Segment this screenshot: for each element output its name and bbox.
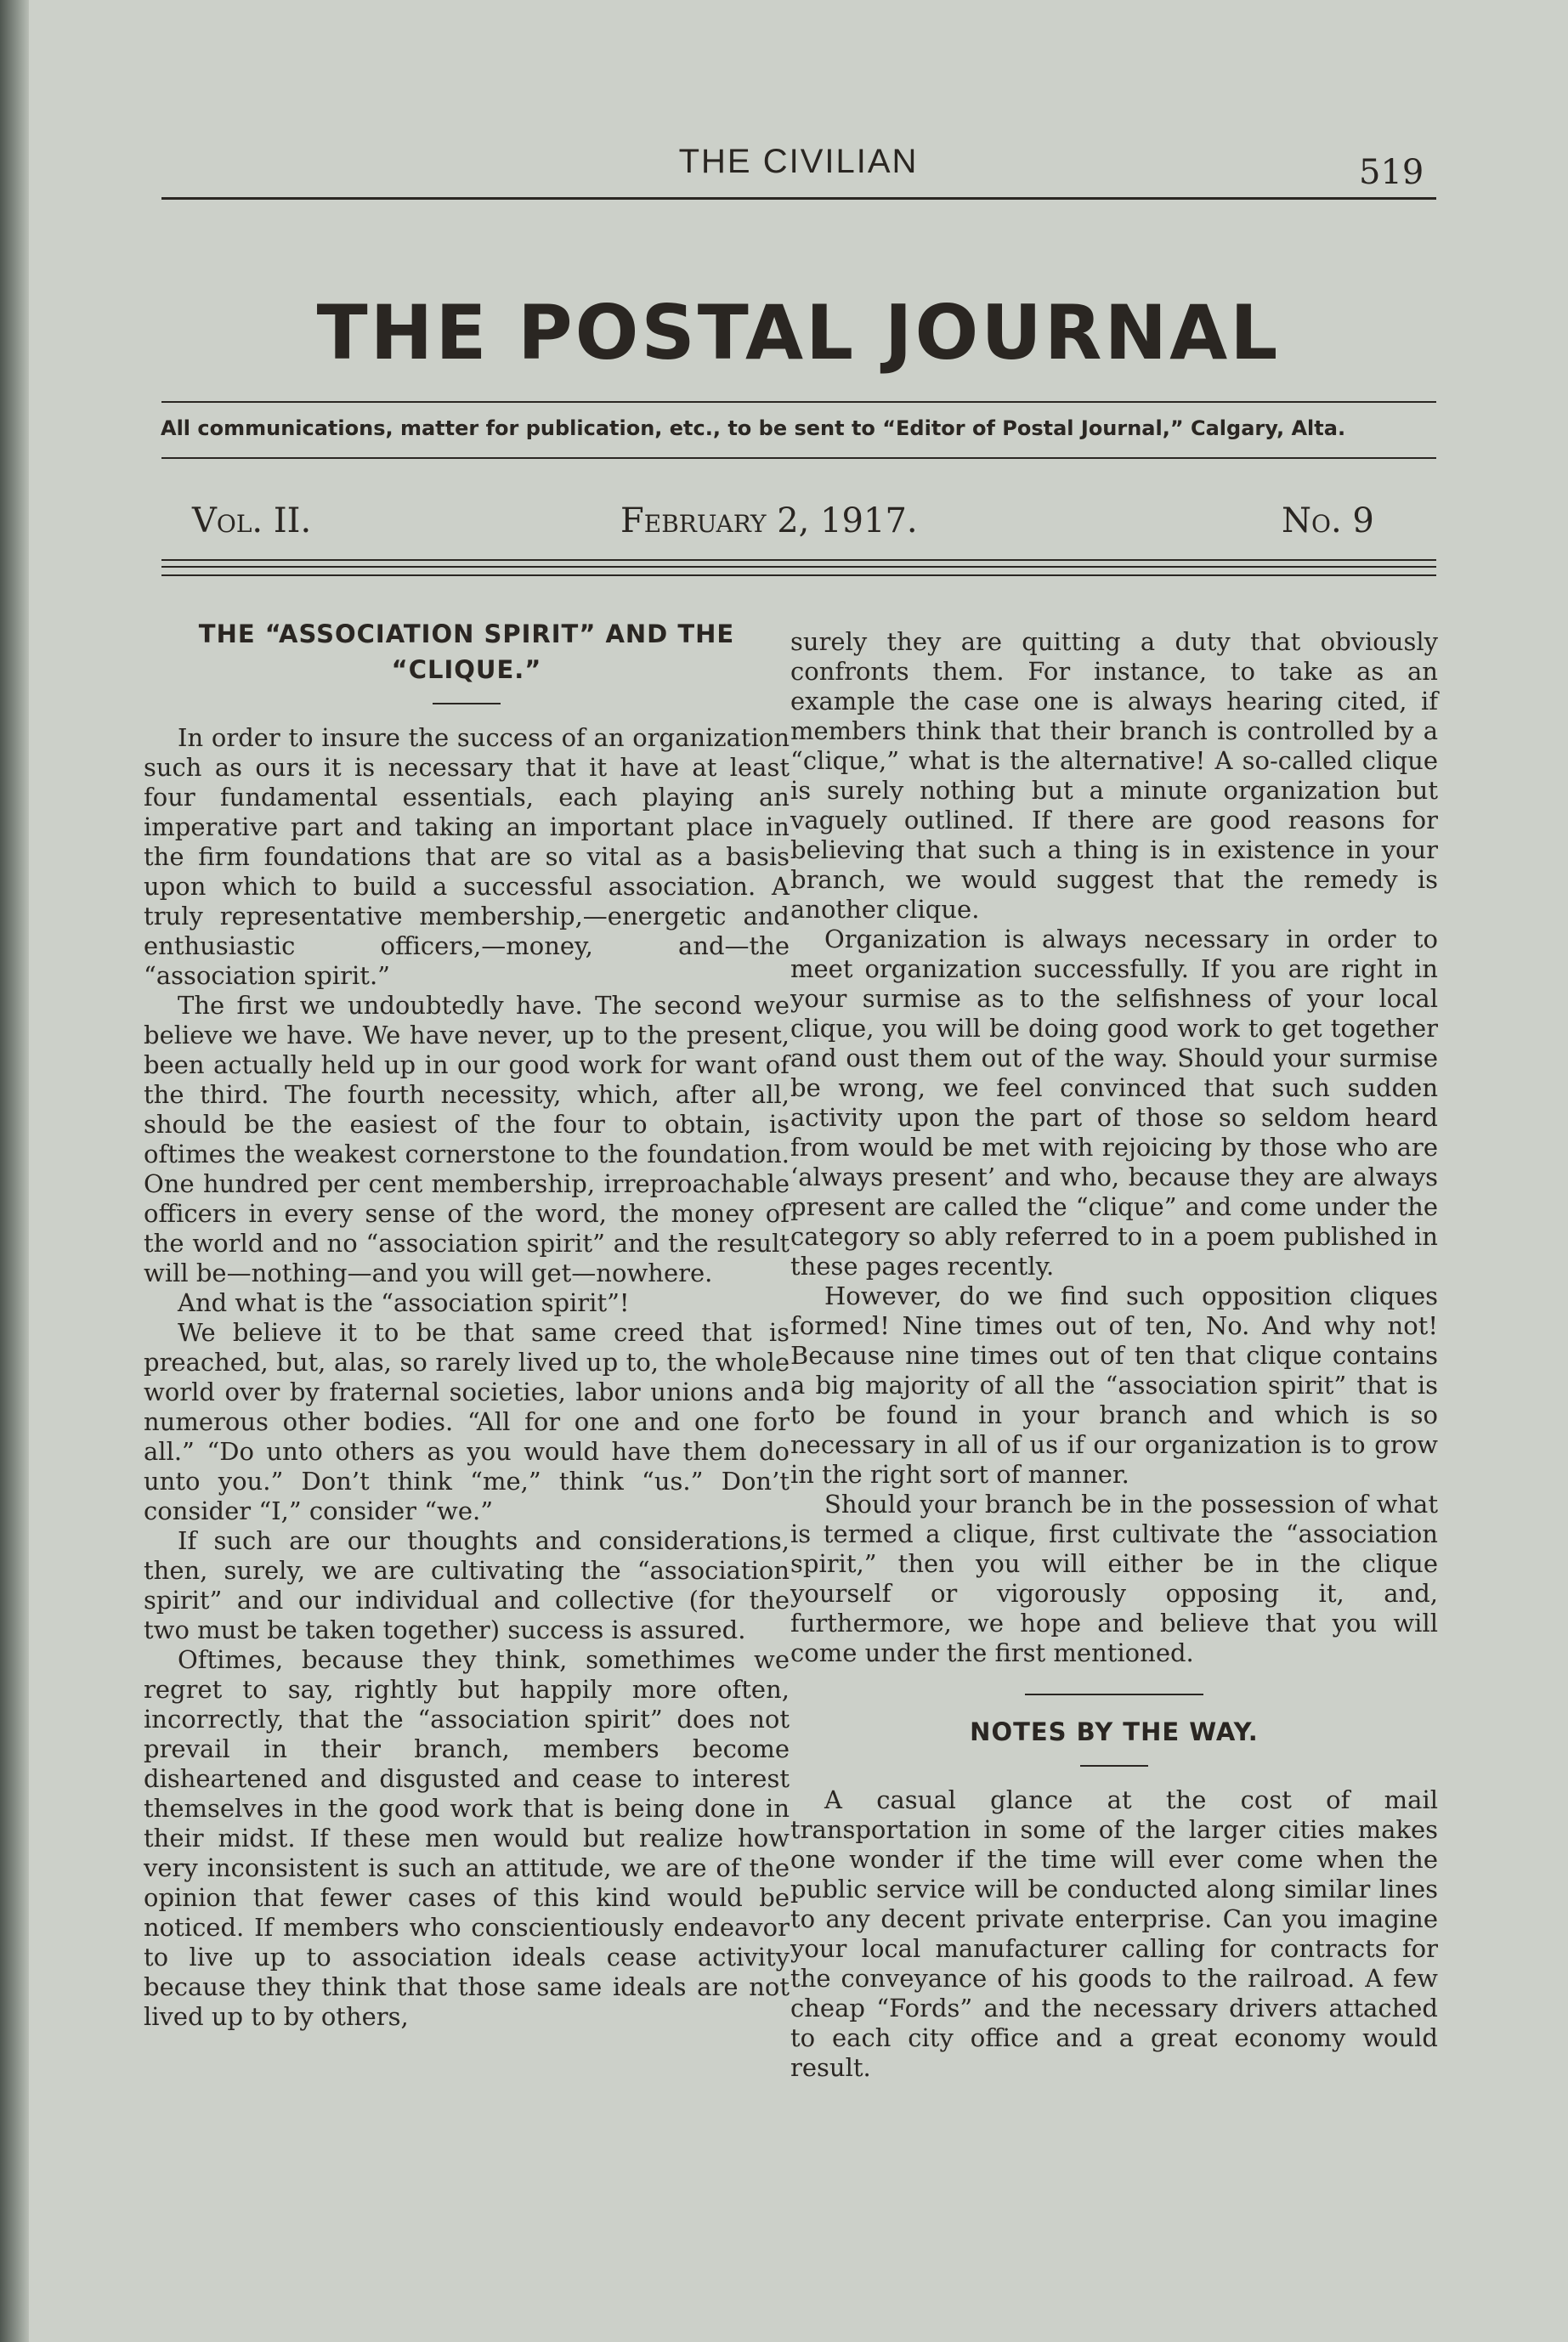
paragraph: The first we undoubtedly have. The second we believe we have. We have never, up to the present, been actually held up in our good work for want of the third. The fourth necessity, which, after all, should be the easiest of the four to obtain, is oftimes the weakest cornerstone to the foundation. One hundred per cent membership, irreproachable officers in every sense of the word, the money of the world and no “association spirit” and the result will be—nothing—and you will get—nowhere. (144, 991, 790, 1287)
article-title-association-spirit: THE “ASSOCIATION SPIRIT” AND THE “CLIQUE.” (198, 619, 735, 684)
issue-number: No. 9 (1282, 501, 1374, 540)
article-title-notes-by-the-way: NOTES BY THE WAY. (970, 1717, 1259, 1746)
issue-rule-1 (161, 559, 1436, 561)
masthead-title: THE POSTAL JOURNAL (316, 289, 1281, 376)
correspondence-notice: All communications, matter for publication, etc., to be sent to “Editor of Postal Journal,” Calgary, Alta. (161, 416, 1346, 440)
article-separator-rule (1025, 1694, 1203, 1695)
right-column (790, 627, 1438, 2083)
page-binding-shadow (0, 0, 29, 2342)
paragraph: Organization is always necessary in order to meet organization successfully. If you are right in your surmise as to the selfishness of your local clique, you will be doing good work to get together and oust them out of the way. Should your surmise be wrong, we feel convinced that such sudden activity upon the part of those so seldom heard from would be met with rejoicing by those who are ‘always present’ and who, because they are always present are called the “clique” and come under the category so ably referred to in a poem published in these pages recently. (790, 925, 1438, 1281)
running-head: THE CIVILIAN (678, 143, 919, 180)
left-column (144, 616, 790, 2032)
notice-rule-top (161, 401, 1436, 403)
issue-rule-3 (161, 574, 1436, 576)
page-number: 519 (1359, 153, 1424, 192)
title-rule (433, 703, 501, 704)
issue-date: February 2, 1917. (620, 501, 918, 540)
paragraph: We believe it to be that same creed that is preached, but, alas, so rarely lived up to, the whole world over by fraternal societies, labor unions and numerous other bodies. “All for one and one for all.” “Do unto others as you would have them do unto you.” Don’t think “me,” think “us.” Don’t consider “I,” consider “we.” (144, 1318, 790, 1525)
paragraph: In order to insure the success of an organization such as ours it is necessary that it have at least four fundamental essentials, each playing an imperative part and taking an important place in the firm foundations that are so vital as a basis upon which to build a successful association. A truly representative membership,—energetic and enthusiastic officers,—money, and—the “association spirit.” (144, 723, 790, 990)
header-rule (161, 197, 1436, 200)
volume-label: Vol. II. (192, 501, 312, 540)
notice-rule-bottom (161, 457, 1436, 459)
paragraph: And what is the “association spirit”! (178, 1288, 630, 1317)
paragraph: A casual glance at the cost of mail transportation in some of the larger cities makes one wonder if the time will ever come when the public service will be conducted along similar lines to any decent private enterprise. Can you imagine your local manufacturer calling for contracts for the conveyance of his goods to the railroad. A few cheap “Fords” and the necessary drivers attached to each city office and a great economy would result. (790, 1785, 1438, 2082)
issue-rule-2 (161, 566, 1436, 568)
paragraph-continued: surely they are quitting a duty that obviously confronts them. For instance, to take as an example the case one is always hearing cited, if members think that their branch is controlled by a “clique,” what is the alternative! A so-called clique is surely nothing but a minute organization but vaguely outlined. If there are good reasons for believing that such a thing is in existence in your branch, we would suggest that the remedy is another clique. (790, 627, 1438, 924)
journal-page (29, 0, 1568, 2342)
paragraph: Oftimes, because they think, somethimes we regret to say, rightly but happily more often, incorrectly, that the “association spirit” does not prevail in their branch, members become disheartened and disgusted and cease to interest themselves in the good work that is being done in their midst. If these men would but realize how very inconsistent is such an attitude, we are of the opinion that fewer cases of this kind would be noticed. If members who conscientiously endeavor to live up to association ideals cease activity because they think that those same ideals are not lived up to by others, (144, 1645, 790, 2031)
title-rule (1080, 1765, 1148, 1767)
paragraph: If such are our thoughts and considerations, then, surely, we are cultivating the “association spirit” and our individual and collective (for the two must be taken together) success is assured. (144, 1526, 790, 1644)
paragraph: However, do we find such opposition cliques formed! Nine times out of ten, No. And why not! Because nine times out of ten that clique contains a big majority of all the “association spirit” that is to be found in your branch and which is so necessary in all of us if our organization is to grow in the right sort of manner. (790, 1281, 1438, 1489)
paragraph: Should your branch be in the possession of what is termed a clique, first cultivate the “association spirit,” then you will either be in the clique yourself or vigorously opposing it, and, furthermore, we hope and believe that you will come under the first mentioned. (790, 1490, 1438, 1667)
